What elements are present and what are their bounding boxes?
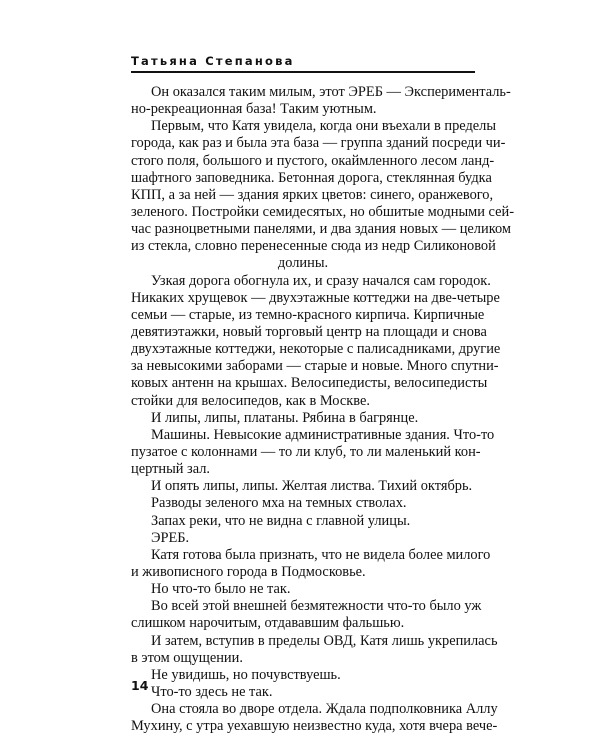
text-line: ковых антенн на крышах. Велосипедисты, велосипедисты (131, 375, 488, 392)
running-head-author: Татьяна Степанова (131, 54, 295, 68)
page-number: 14 (131, 678, 149, 693)
text-line: И опять липы, липы. Желтая листва. Тихий октябрь. (151, 478, 473, 495)
text-line: семьи — старые, из темно-красного кирпича. Кирпичные (131, 306, 485, 323)
text-line: КПП, а за ней — здания ярких цветов: синего, оранжевого, (131, 186, 494, 203)
text-line: Машины. Невысокие административные здания. Что-то (151, 426, 495, 443)
text-line: за невысокими заборами — старые и новые. Много спутни- (131, 358, 499, 375)
text-line: час разноцветными панелями, и два здания новых — целиком (131, 221, 511, 238)
text-line: Мухину, с утра уехавшую неизвестно куда, хотя вчера вече- (131, 718, 498, 735)
text-line: ЭРЕБ. (151, 529, 190, 546)
text-line: но-рекреационная база! Таким уютным. (131, 101, 377, 118)
text-line: Но что-то было не так. (151, 581, 291, 598)
header-rule (131, 71, 475, 73)
text-line: Разводы зеленого мха на темных стволах. (151, 495, 407, 512)
text-line: зеленого. Постройки семидесятых, но обшитые модными сей- (131, 203, 514, 220)
text-line: Не увидишь, но почувствуешь. (151, 666, 341, 683)
text-line: Катя готова была признать, что не видела более милого (151, 546, 491, 563)
body-text (131, 84, 514, 735)
text-line: в этом ощущении. (131, 649, 243, 666)
text-line: цертный зал. (131, 461, 211, 478)
text-line: слишком нарочитым, отдававшим фальшью. (131, 615, 405, 632)
text-line: Во всей этой внешней безмятежности что-то было уж (151, 598, 482, 615)
text-line: Никаких хрущевок — двухэтажные коттеджи на две-четыре (131, 289, 500, 306)
text-line: из стекла, словно перенесенные сюда из недр Силиконовой (131, 238, 496, 255)
text-line: и живописного города в Подмосковье. (131, 563, 366, 580)
text-line: пузатое с колоннами — то ли клуб, то ли маленький кон- (131, 443, 481, 460)
text-line: стойки для велосипедов, как в Москве. (131, 392, 370, 409)
text-line: девятиэтажки, новый торговый центр на площади и снова (131, 323, 487, 340)
text-line: двухэтажные коттеджи, некоторые с палисадниками, другие (131, 341, 501, 358)
text-line: Она стояла во дворе отдела. Ждала подполковника Аллу (151, 701, 498, 718)
text-line: долины. (277, 255, 329, 272)
text-line: Узкая дорога обогнула их, и сразу начался сам городок. (151, 272, 491, 289)
text-line: стого поля, большого и пустого, окаймленного лесом ланд- (131, 152, 495, 169)
text-line: Что-то здесь не так. (151, 683, 273, 700)
text-line: шафтного заповедника. Бетонная дорога, стеклянная будка (131, 169, 492, 186)
text-line: Он оказался таким милым, этот ЭРЕБ — Эксперименталь- (151, 84, 511, 100)
text-line: И липы, липы, платаны. Рябина в багрянце. (151, 409, 419, 426)
text-line: И затем, вступив в пределы ОВД, Катя лишь укрепилась (151, 632, 498, 649)
text-line: Первым, что Катя увидела, когда они въехали в пределы (151, 118, 497, 135)
text-line: Запах реки, что не видна с главной улицы. (151, 512, 411, 529)
text-line: города, как раз и была эта база — группа зданий посреди чи- (131, 135, 506, 152)
